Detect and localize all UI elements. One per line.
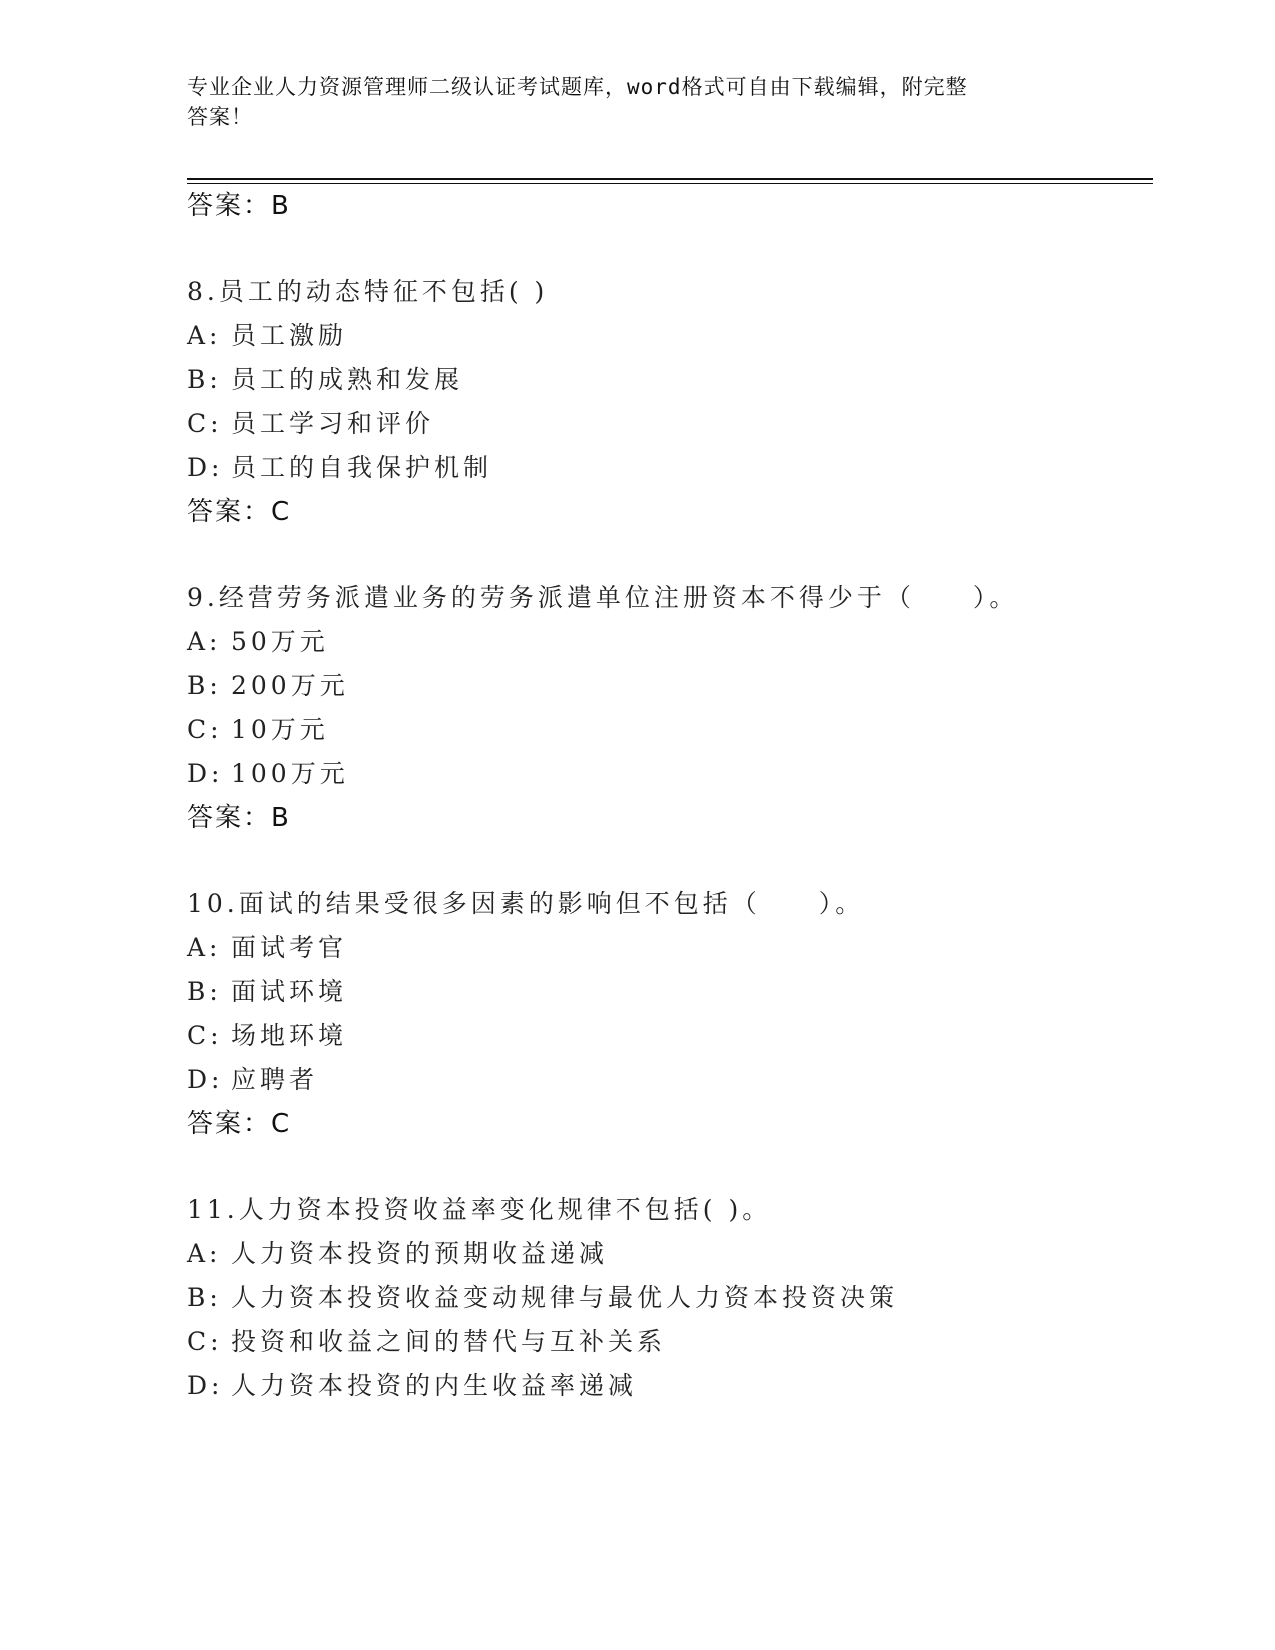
question-9-stem: 9.经营劳务派遣业务的劳务派遣单位注册资本不得少于（ ）。 xyxy=(187,583,1019,612)
option-letter: A: xyxy=(187,321,222,350)
option-letter: C: xyxy=(187,1327,223,1356)
option-text: 员工激励 xyxy=(231,321,348,350)
option-text: 100万元 xyxy=(231,759,349,788)
option-text: 人力资本投资的预期收益递减 xyxy=(231,1239,609,1268)
option-text: 人力资本投资的内生收益率递减 xyxy=(231,1371,638,1400)
question-8-stem: 8.员工的动态特征不包括( ) xyxy=(187,277,549,306)
header-line-1: 专业企业人力资源管理师二级认证考试题库，word格式可自由下载编辑，附完整 xyxy=(187,75,968,99)
option-letter: B: xyxy=(187,1283,222,1312)
option-letter: B: xyxy=(187,977,222,1006)
question-9-option-b xyxy=(187,670,349,702)
option-text: 场地环境 xyxy=(231,1021,348,1050)
question-8-option-c xyxy=(187,408,434,440)
question-8-option-d xyxy=(187,452,492,484)
question-10-option-b xyxy=(187,976,347,1008)
question-9-option-a xyxy=(187,626,329,658)
option-text: 200万元 xyxy=(231,671,349,700)
header-divider-thin xyxy=(187,183,1153,184)
question-11-option-d xyxy=(187,1370,637,1402)
question-10-answer: 答案：C xyxy=(187,1109,292,1139)
option-letter: C: xyxy=(187,715,223,744)
document-header xyxy=(187,72,1087,132)
header-line-2: 答案！ xyxy=(187,105,253,129)
question-11-option-b xyxy=(187,1282,898,1314)
option-letter: C: xyxy=(187,1021,223,1050)
option-text: 50万元 xyxy=(231,627,329,656)
question-8-answer: 答案：C xyxy=(187,497,292,527)
question-10-option-d xyxy=(187,1064,318,1096)
option-letter: D: xyxy=(187,1371,224,1400)
option-text: 人力资本投资收益变动规律与最优人力资本投资决策 xyxy=(231,1283,899,1312)
option-text: 员工的成熟和发展 xyxy=(231,365,464,394)
option-letter: D: xyxy=(187,453,224,482)
option-text: 面试考官 xyxy=(231,933,348,962)
option-text: 面试环境 xyxy=(231,977,348,1006)
question-9-option-c xyxy=(187,714,329,746)
question-9-answer: 答案：B xyxy=(187,803,291,833)
header-divider-thick xyxy=(187,178,1153,180)
option-letter: C: xyxy=(187,409,223,438)
question-11-option-c xyxy=(187,1326,666,1358)
question-10-option-c xyxy=(187,1020,347,1052)
answer-previous: 答案：B xyxy=(187,191,291,221)
option-letter: D: xyxy=(187,1065,224,1094)
question-8-option-a xyxy=(187,320,347,352)
question-11-option-a xyxy=(187,1238,608,1270)
question-9-option-d xyxy=(187,758,349,790)
option-letter: D: xyxy=(187,759,224,788)
option-text: 员工的自我保护机制 xyxy=(231,453,493,482)
option-letter: A: xyxy=(187,1239,222,1268)
question-8-option-b xyxy=(187,364,463,396)
option-letter: A: xyxy=(187,933,222,962)
option-letter: A: xyxy=(187,627,222,656)
option-text: 投资和收益之间的替代与互补关系 xyxy=(231,1327,667,1356)
option-text: 员工学习和评价 xyxy=(231,409,435,438)
question-10-stem: 10.面试的结果受很多因素的影响但不包括（ ）。 xyxy=(187,889,865,918)
question-11-stem: 11.人力资本投资收益率变化规律不包括( )。 xyxy=(187,1195,772,1224)
option-text: 应聘者 xyxy=(231,1065,319,1094)
option-text: 10万元 xyxy=(231,715,329,744)
option-letter: B: xyxy=(187,671,222,700)
question-10-option-a xyxy=(187,932,347,964)
option-letter: B: xyxy=(187,365,222,394)
